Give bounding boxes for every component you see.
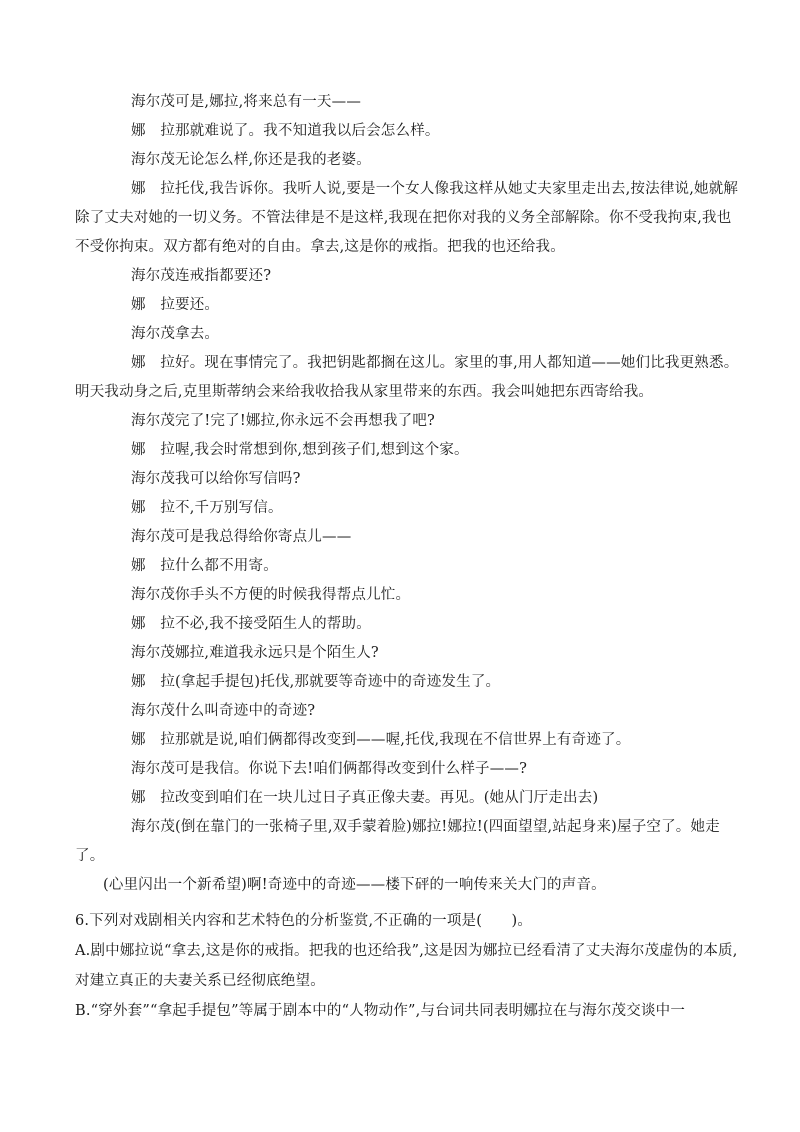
speaker-name: 海尔茂: [131, 703, 176, 719]
speaker-name: 娜 拉: [131, 616, 176, 632]
question-section: [75, 906, 740, 1026]
line-text: 什么都不用寄。: [175, 558, 278, 574]
speaker-name: 海尔茂: [131, 152, 176, 168]
speaker-name: 娜 拉: [131, 558, 176, 574]
dialogue-line: [75, 494, 740, 523]
line-text: 可是我总得给你寄点儿——: [175, 529, 352, 545]
speaker-name: 海尔茂: [131, 326, 176, 342]
dialogue-line: [75, 784, 740, 813]
line-text: 不,千万别写信。: [175, 500, 283, 516]
speaker-name: 娜 拉: [131, 732, 176, 748]
line-text: 可是,娜拉,将来总有一天——: [175, 94, 362, 110]
speaker-name: 娜 拉: [131, 500, 176, 516]
speaker-name: 海尔茂: [131, 819, 176, 835]
speaker-name: 海尔茂: [131, 587, 176, 603]
speaker-name: 娜 拉: [131, 442, 176, 458]
speaker-name: 娜 拉: [131, 790, 176, 806]
speaker-name: 海尔茂: [131, 471, 176, 487]
line-text: 不必,我不接受陌生人的帮助。: [175, 616, 371, 632]
line-text: 什么叫奇迹中的奇迹?: [175, 703, 316, 719]
line-text: 可是我信。你说下去!咱们俩都得改变到什么样子——?: [175, 761, 528, 777]
speaker-name: 海尔茂: [131, 94, 176, 110]
option-a: A.剧中娜拉说“拿去,这是你的戒指。把我的也还给我”,这是因为娜拉已经看清了丈夫海尔茂虚伪的本质,对建立真正的夫妻关系已经彻底绝望。: [75, 943, 738, 989]
dialogue-line: [75, 88, 740, 117]
line-text: (拿起手提包)托伐,那就要等奇迹中的奇迹发生了。: [175, 674, 501, 690]
dialogue-line: [75, 117, 740, 146]
line-text: 好。现在事情完了。我把钥匙都搁在这儿。家里的事,用人都知道——她们比我更熟悉。明天我动身之后,克里斯蒂纳会来给我收拾我从家里带来的东西。我会叫她把东西寄给我。: [75, 355, 739, 400]
dialogue-line: [75, 407, 740, 436]
line-text: 你手头不方便的时候我得帮点儿忙。: [175, 587, 411, 603]
line-text: (倒在靠门的一张椅子里,双手蒙着脸)娜拉!娜拉!(四面望望,站起身来)屋子空了。她走了。: [75, 819, 720, 864]
line-text: 连戒指都要还?: [175, 268, 272, 284]
dialogue-line: [75, 639, 740, 668]
line-text: 娜拉,难道我永远只是个陌生人?: [175, 645, 379, 661]
dialogue-line: [75, 581, 740, 610]
dialogue-line: [75, 552, 740, 581]
dialogue-line: [75, 813, 740, 871]
line-text: 无论怎么样,你还是我的老婆。: [175, 152, 371, 168]
dialogue-line: [75, 610, 740, 639]
speaker-name: 娜 拉: [131, 181, 176, 197]
line-text: 那就是说,咱们俩都得改变到——喔,托伐,我现在不信世界上有奇迹了。: [175, 732, 631, 748]
dialogue-line: [75, 668, 740, 697]
question-stem: 6.下列对戏剧相关内容和艺术特色的分析鉴赏,不正确的一项是( )。: [75, 913, 533, 929]
line-text: 喔,我会时常想到你,想到孩子们,想到这个家。: [175, 442, 469, 458]
speaker-name: 海尔茂: [131, 413, 176, 429]
speaker-name: 娜 拉: [131, 297, 176, 313]
dialogue-line: [75, 465, 740, 494]
line-text: 改变到咱们在一块儿过日子真正像夫妻。再见。(她从门厅走出去): [175, 790, 599, 806]
dialogue-line: [75, 523, 740, 552]
dialogue-line: [75, 697, 740, 726]
line-text: 那就难说了。我不知道我以后会怎么样。: [175, 123, 440, 139]
speaker-name: 娜 拉: [131, 674, 176, 690]
dialogue-line: [75, 349, 740, 407]
option-b: B.“穿外套”“拿起手提包”等属于剧本中的“人物动作”,与台词共同表明娜拉在与海尔茂交谈中一: [75, 1003, 686, 1019]
speaker-name: 娜 拉: [131, 123, 176, 139]
dialogue-line: [75, 726, 740, 755]
speaker-name: 娜 拉: [131, 355, 176, 371]
speaker-name: 海尔茂: [131, 529, 176, 545]
dialogue-line: [75, 436, 740, 465]
speaker-name: 海尔茂: [131, 761, 176, 777]
speaker-name: 海尔茂: [131, 645, 176, 661]
line-text: 托伐,我告诉你。我听人说,要是一个女人像我这样从她丈夫家里走出去,按法律说,她就解除了丈夫对她的一切义务。不管法律是不是这样,我现在把你对我的义务全部解除。你不受我拘束,我也不受你拘束。双方都有绝对的自由。拿去,这是你的戒指。把我的也还给我。: [75, 181, 739, 255]
dialogue-line: [75, 262, 740, 291]
dialogue-section: [75, 88, 740, 900]
line-text: 完了!完了!娜拉,你永远不会再想我了吧?: [175, 413, 436, 429]
line-text: 要还。: [175, 297, 220, 313]
line-text: 拿去。: [175, 326, 220, 342]
speaker-name: 海尔茂: [131, 268, 176, 284]
stage-direction: (心里闪出一个新希望)啊!奇迹中的奇迹——楼下砰的一响传来关大门的声音。: [103, 877, 606, 893]
dialogue-line: [75, 175, 740, 262]
dialogue-line: [75, 146, 740, 175]
dialogue-line: [75, 755, 740, 784]
dialogue-line: [75, 320, 740, 349]
dialogue-line: [75, 291, 740, 320]
line-text: 我可以给你写信吗?: [175, 471, 301, 487]
